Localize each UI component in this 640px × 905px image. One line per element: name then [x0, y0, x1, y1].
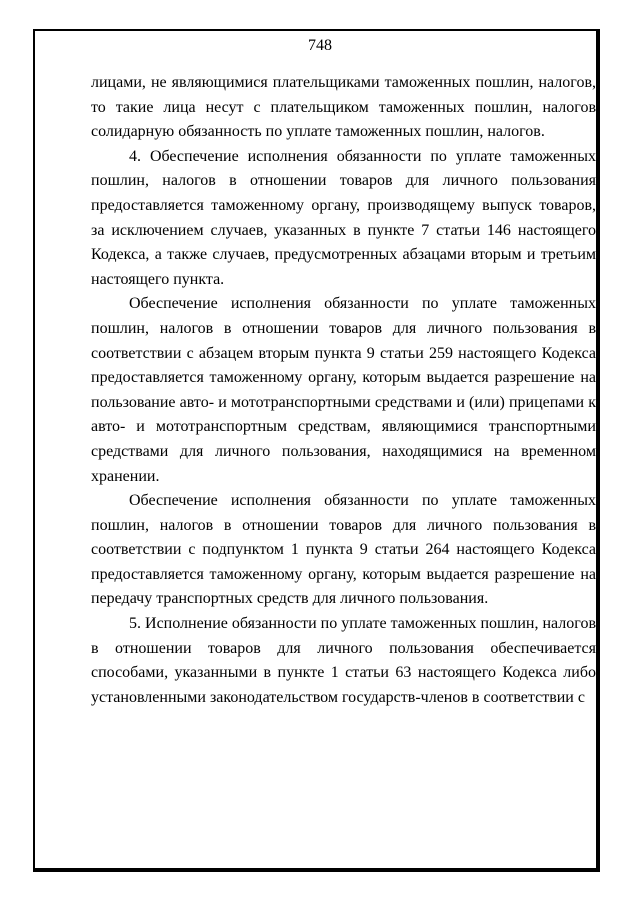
- paragraph-item-4: 4. Обеспечение исполнения обязанности по уплате таможенных пошлин, налогов в отношении товаров для личного пользования предоставляется таможенному органу, производящему выпуск товаров, за исключением случаев, указанных в пункте 7 статьи 146 настоящего Кодекса, а также случаев, предусмотренных абзацами вторым и третьим настоящего пункта.: [91, 147, 596, 288]
- paragraph-continuation: лицами, не являющимися плательщиками таможенных пошлин, налогов, то такие лица несут с плательщиком таможенных пошлин, налогов солидарную обязанность по уплате таможенных пошлин, налогов.: [91, 74, 596, 141]
- body-text: [91, 71, 596, 710]
- paragraph-item-4-third: Обеспечение исполнения обязанности по уплате таможенных пошлин, налогов в отношении товаров для личного пользования в соответствии с подпунктом 1 пункта 9 статьи 264 настоящего Кодекса предоставляется таможенному органу, которым выдается разрешение на передачу транспортных средств для личного пользования.: [91, 492, 596, 608]
- paragraph-item-5: 5. Исполнение обязанности по уплате таможенных пошлин, налогов в отношении товаров для личного пользования обеспечивается способами, указанными в пункте 1 статьи 63 настоящего Кодекса либо установленными законодательством государств-членов в соответствии с: [91, 615, 596, 706]
- paragraph-item-4-second: Обеспечение исполнения обязанности по уплате таможенных пошлин, налогов в отношении товаров для личного пользования в соответствии с абзацем вторым пункта 9 статьи 259 настоящего Кодекса предоставляется таможенному органу, которым выдается разрешение на пользование авто- и мототранспортными средствами и (или) прицепами к авто- и мототранспортным средствам, являющимися транспортными средствами для личного пользования, находящимися на временном хранении.: [91, 295, 596, 485]
- page-number: 748: [308, 37, 332, 54]
